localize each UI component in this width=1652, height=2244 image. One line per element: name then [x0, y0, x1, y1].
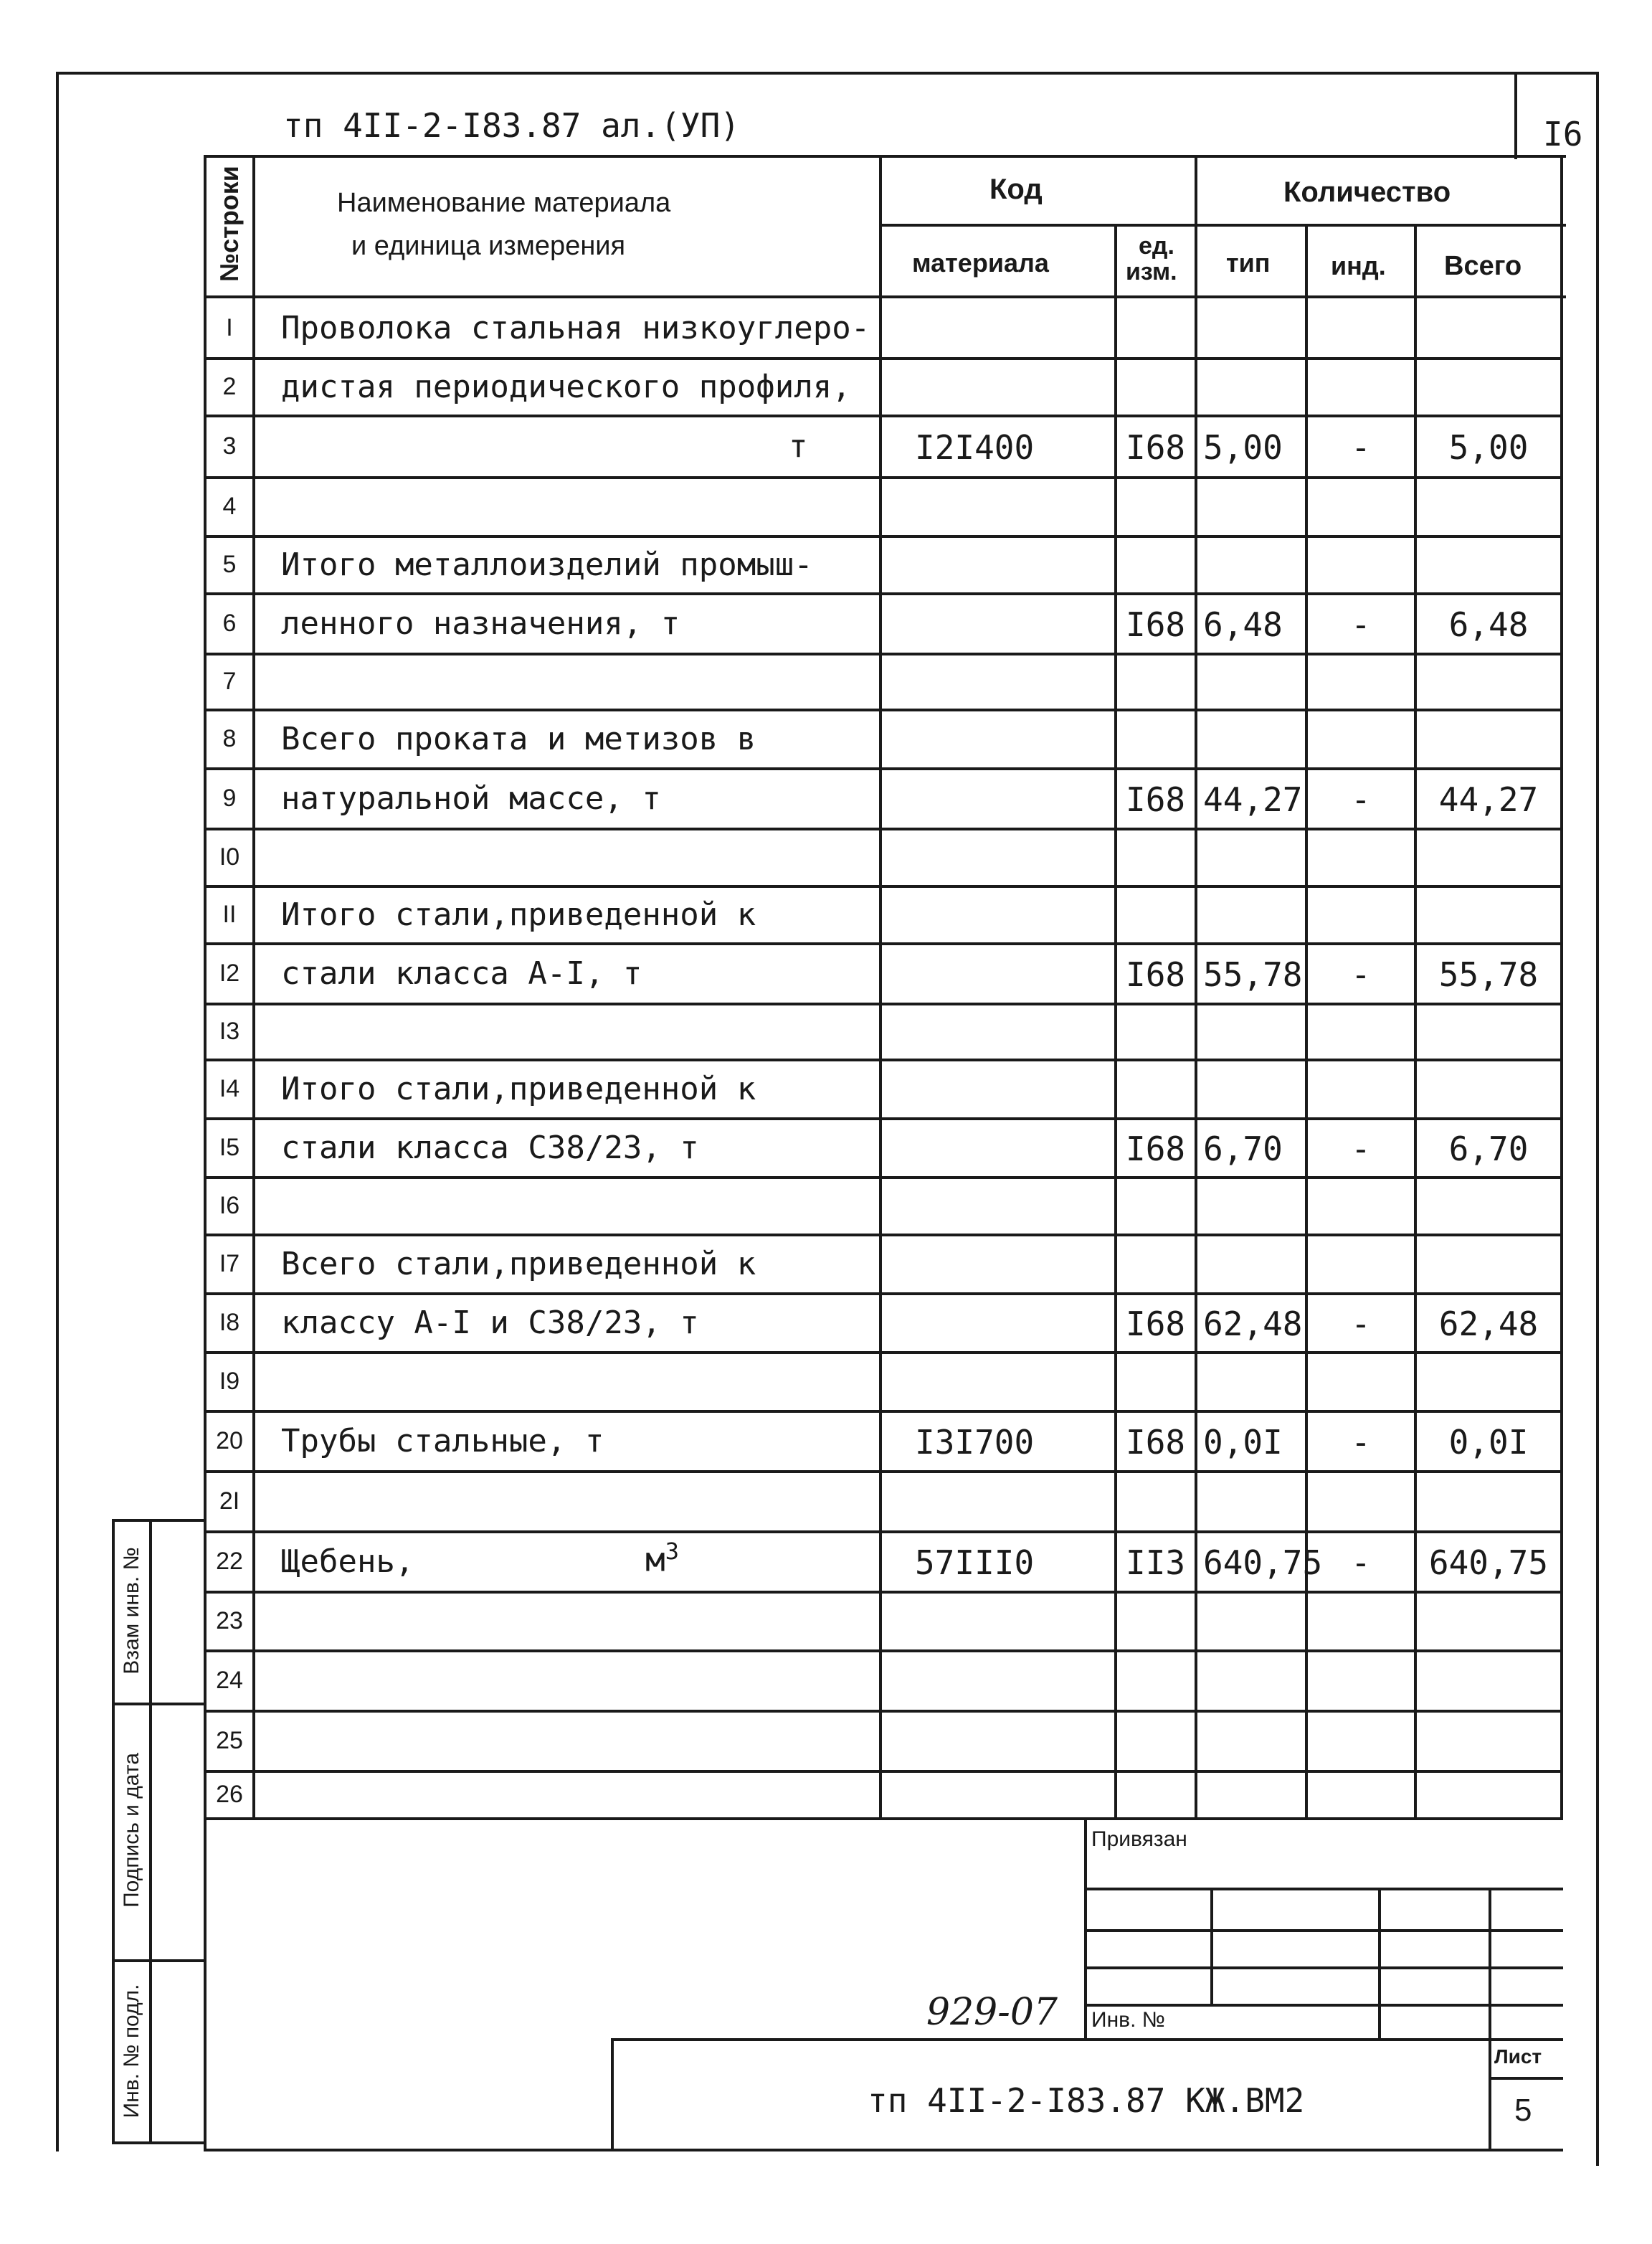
cell-unit: I68 [1126, 1305, 1186, 1343]
cell-n: 24 [216, 1667, 243, 1694]
cell-name: Итого стали,приведенной к [281, 1071, 756, 1107]
cell-ind: - [1351, 1130, 1371, 1168]
header-quantity-type: тип [1226, 248, 1271, 278]
cell-n: 8 [222, 725, 237, 752]
cell-n: 5 [222, 551, 237, 578]
cell-n: I9 [219, 1368, 240, 1395]
side-stamp-top [112, 1519, 204, 1522]
tb-handwritten-number: 929-07 [926, 1991, 1058, 2034]
cell-n: 20 [216, 1427, 243, 1454]
cell-n: 23 [216, 1607, 243, 1634]
cell-n: I7 [219, 1250, 240, 1277]
cell-name: натуральной массе, т [281, 780, 661, 817]
cell-code: I2I400 [915, 428, 1035, 467]
cell-unit: I68 [1126, 780, 1186, 819]
cell-n: I6 [219, 1192, 240, 1219]
header-name-line2: и единица измерения [351, 231, 626, 261]
tb-main-left [611, 2038, 614, 2151]
cell-unit: I68 [1126, 605, 1186, 644]
tb-list-div [1489, 2077, 1563, 2080]
cell-name: Всего стали,приведенной к [281, 1246, 756, 1282]
cell-n: I5 [219, 1134, 240, 1161]
table-row [204, 1711, 1563, 1771]
corner-box-left [1514, 72, 1517, 159]
table-top-line [204, 155, 1566, 158]
table-row [204, 1771, 1563, 1819]
cell-name: Трубы стальные, т [281, 1423, 604, 1459]
cell-name: Всего проката и метизов в [281, 721, 756, 757]
cell-n: 25 [216, 1727, 243, 1754]
cell-n: 6 [222, 610, 237, 637]
header-code-material: материала [912, 248, 1049, 278]
cell-type: 44,27 [1203, 780, 1303, 819]
tb-col-2 [1378, 1888, 1381, 2041]
side-stamp-left [112, 1519, 115, 2144]
cell-total: 5,00 [1448, 428, 1529, 467]
table-row [204, 1004, 1563, 1060]
cell-n: I4 [219, 1075, 240, 1102]
cell-name: стали класса А-I, т [281, 955, 642, 992]
unit-exponent: 3 [665, 1538, 679, 1565]
cell-name: Щебень, [281, 1543, 414, 1580]
header-quantity-ind: инд. [1331, 251, 1386, 280]
cell-n: I2 [219, 960, 240, 987]
cell-n: II [222, 901, 237, 928]
cell-type: 640,75 [1203, 1543, 1323, 1582]
cell-code: 57III0 [915, 1543, 1035, 1582]
side-stamp-div-1 [112, 1703, 204, 1705]
header-row-number-label: №строки [214, 166, 244, 282]
cell-n: I [226, 314, 233, 341]
cell-total: 6,70 [1448, 1130, 1529, 1168]
unit-m: м [645, 1540, 665, 1579]
tb-main-top [611, 2038, 1563, 2041]
cell-type: 6,48 [1203, 605, 1283, 644]
tb-bottom [204, 2149, 1563, 2151]
cell-n: I8 [219, 1309, 240, 1336]
cell-type: 62,48 [1203, 1305, 1303, 1343]
table-row [204, 1353, 1563, 1411]
cell-name: Итого стали,приведенной к [281, 896, 756, 933]
cell-n: 2 [222, 373, 237, 400]
cell-unit: I68 [1126, 955, 1186, 994]
header-name-line1: Наименование материала [337, 188, 671, 218]
frame-left [56, 72, 59, 2151]
header-doc-code: тп 4II-2-I83.87 ал.(УП) [283, 106, 740, 145]
cell-name: классу А-I и С38/23, т [281, 1305, 699, 1341]
cell-n: 26 [216, 1781, 243, 1808]
header-quantity-total: Всего [1444, 251, 1522, 281]
side-stamp-sign-date: Подпись и дата [120, 1753, 143, 1908]
frame-top [56, 72, 1599, 75]
cell-type: 55,78 [1203, 955, 1303, 994]
table-row [204, 478, 1563, 536]
tb-col-3 [1489, 1888, 1491, 2151]
frame-right [1596, 72, 1599, 2166]
cell-ind: - [1351, 955, 1371, 994]
header-code-unit-1: ед. [1139, 232, 1174, 260]
cell-total: 44,27 [1438, 780, 1539, 819]
tb-doc-code: тп 4II-2-I83.87 КЖ.ВМ2 [868, 2081, 1305, 2120]
cell-unit: II3 [1126, 1543, 1186, 1582]
cell-n: 3 [222, 432, 237, 460]
tb-list-label: Лист [1494, 2045, 1542, 2068]
cell-type: 0,0I [1203, 1423, 1283, 1462]
unit-cubic-meter [645, 1538, 679, 1578]
cell-unit: I68 [1126, 1130, 1186, 1168]
cell-unit: I68 [1126, 428, 1186, 467]
sheet-corner-number: I6 [1543, 115, 1583, 153]
cell-ind: - [1351, 1543, 1371, 1582]
header-code: Код [989, 174, 1043, 205]
cell-n: 7 [222, 668, 237, 695]
cell-n: 22 [216, 1548, 243, 1575]
cell-n: 4 [222, 493, 237, 520]
cell-total: 6,48 [1448, 605, 1529, 644]
cell-n: I0 [219, 843, 240, 871]
side-stamp-mid [149, 1519, 152, 2144]
cell-ind: - [1351, 605, 1371, 644]
cell-ind: - [1351, 428, 1371, 467]
header-code-unit-2: изм. [1126, 258, 1177, 285]
side-stamp-inv-podl: Инв. № подл. [120, 1984, 143, 2118]
cell-ind: - [1351, 1305, 1371, 1343]
cell-total: 62,48 [1438, 1305, 1539, 1343]
header-quantity: Количество [1283, 176, 1451, 208]
table-row [204, 1592, 1563, 1651]
cell-total: 640,75 [1428, 1543, 1549, 1582]
tb-list-number: 5 [1514, 2093, 1532, 2128]
table-row [204, 654, 1563, 710]
table-row [204, 1472, 1563, 1532]
cell-name: т [789, 428, 808, 465]
table-row [204, 829, 1563, 886]
table-row [204, 1178, 1563, 1235]
cell-ind: - [1351, 1423, 1371, 1462]
cell-type: 6,70 [1203, 1130, 1283, 1168]
cell-type: 5,00 [1203, 428, 1283, 467]
tb-privyazan: Привязан [1091, 1827, 1187, 1851]
cell-code: I3I700 [915, 1423, 1035, 1462]
cell-n: I3 [219, 1018, 240, 1045]
cell-ind: - [1351, 780, 1371, 819]
header-sub-line [879, 224, 1566, 227]
cell-name: стали класса С38/23, т [281, 1130, 699, 1166]
cell-n: 9 [222, 785, 237, 812]
table-row [204, 1651, 1563, 1711]
cell-name: ленного назначения, т [281, 605, 680, 642]
cell-name: Проволока стальная низкоуглеро- [281, 310, 870, 346]
cell-unit: I68 [1126, 1423, 1186, 1462]
cell-total: 55,78 [1438, 955, 1539, 994]
cell-name: дистая периодического профиля, [281, 369, 851, 405]
side-stamp-inv-zam: Взам инв. № [120, 1547, 143, 1675]
cell-n: 2I [219, 1487, 240, 1515]
cell-total: 0,0I [1448, 1423, 1529, 1462]
tb-col-1 [1210, 1888, 1213, 2004]
tb-inv-no: Инв. № [1091, 2008, 1165, 2032]
cell-name: Итого металлоизделий промыш- [281, 546, 813, 583]
